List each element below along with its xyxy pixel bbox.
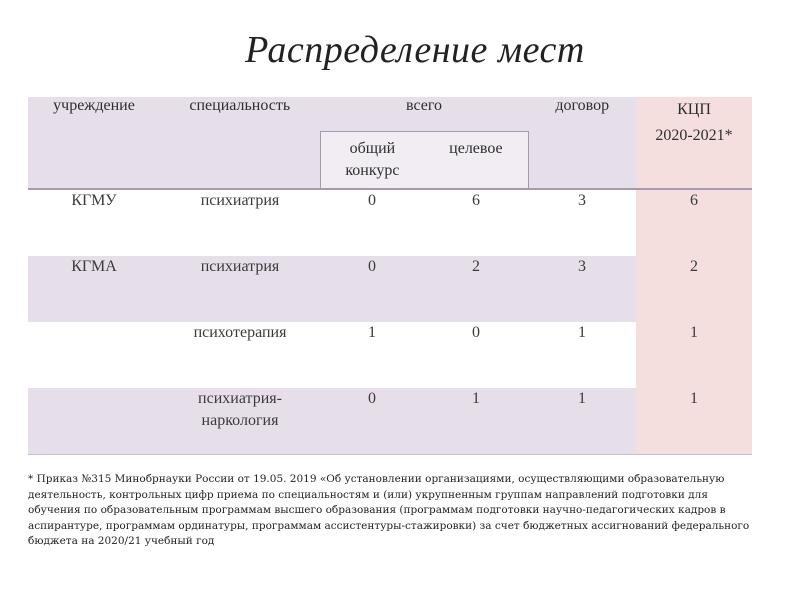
- cell-specialty: [160, 388, 320, 455]
- page-title: Распределение мест: [245, 29, 585, 71]
- cell-contract: 3: [528, 256, 636, 322]
- cell-institution: КГМА: [28, 256, 160, 322]
- header-targeted: целевое: [449, 139, 503, 157]
- cell-specialty: психотерапия: [160, 322, 320, 388]
- cell-kcp: 6: [636, 189, 752, 256]
- header-total: всего: [320, 97, 528, 131]
- cell-general: 1: [320, 322, 424, 388]
- header-general-line1: общий: [349, 139, 396, 157]
- distribution-table: [28, 97, 752, 455]
- cell-institution: КГМУ: [28, 189, 160, 256]
- cell-kcp: 1: [636, 322, 752, 388]
- cell-specialty: психиатрия: [160, 189, 320, 256]
- cell-targeted: 0: [424, 322, 528, 388]
- footnote: * Приказ №315 Минобрнауки России от 19.05. 2019 «Об установлении организациями, осуществляющими образовательную деятельность, контрольных цифр приема по специальностям и (или) укрупненным группам направлений подготовки для обучения по образовательным программам высшего образования (программам подготовки научно-педагогических кадров в аспирантуре, программам ординатуры, программам ассистентуры-стажировки) за счет бюджетных ассигнований федерального бюджета на 2020/21 учебный год: [28, 473, 750, 547]
- cell-general: 0: [320, 388, 424, 455]
- cell-kcp: 2: [636, 256, 752, 322]
- table-row: [28, 189, 752, 256]
- cell-institution: [28, 388, 160, 455]
- cell-contract: 1: [528, 322, 636, 388]
- cell-institution: [28, 322, 160, 388]
- cell-targeted: 2: [424, 256, 528, 322]
- cell-specialty: психиатрия: [160, 256, 320, 322]
- cell-specialty-line1: психиатрия-: [198, 390, 282, 407]
- header-kcp-line1: КЦП: [677, 101, 711, 118]
- cell-kcp: 1: [636, 388, 752, 455]
- cell-targeted: 1: [424, 388, 528, 455]
- header-general-line2: конкурс: [345, 161, 400, 179]
- header-contract: договор: [528, 97, 636, 189]
- header-specialty: специальность: [160, 97, 320, 189]
- cell-targeted: 6: [424, 189, 528, 256]
- cell-general: 0: [320, 189, 424, 256]
- cell-contract: 1: [528, 388, 636, 455]
- cell-general: 0: [320, 256, 424, 322]
- table-row: [28, 322, 752, 388]
- header-institution: учреждение: [28, 97, 160, 189]
- header-general-competition: [345, 138, 399, 182]
- cell-contract: 3: [528, 189, 636, 256]
- cell-specialty-line2: наркология: [201, 412, 279, 429]
- table-row: [28, 256, 752, 322]
- header-kcp: [636, 97, 752, 189]
- header-kcp-line2: 2020-2021*: [655, 127, 733, 144]
- table-row: [28, 388, 752, 455]
- header-total-subcolumns: [320, 131, 528, 189]
